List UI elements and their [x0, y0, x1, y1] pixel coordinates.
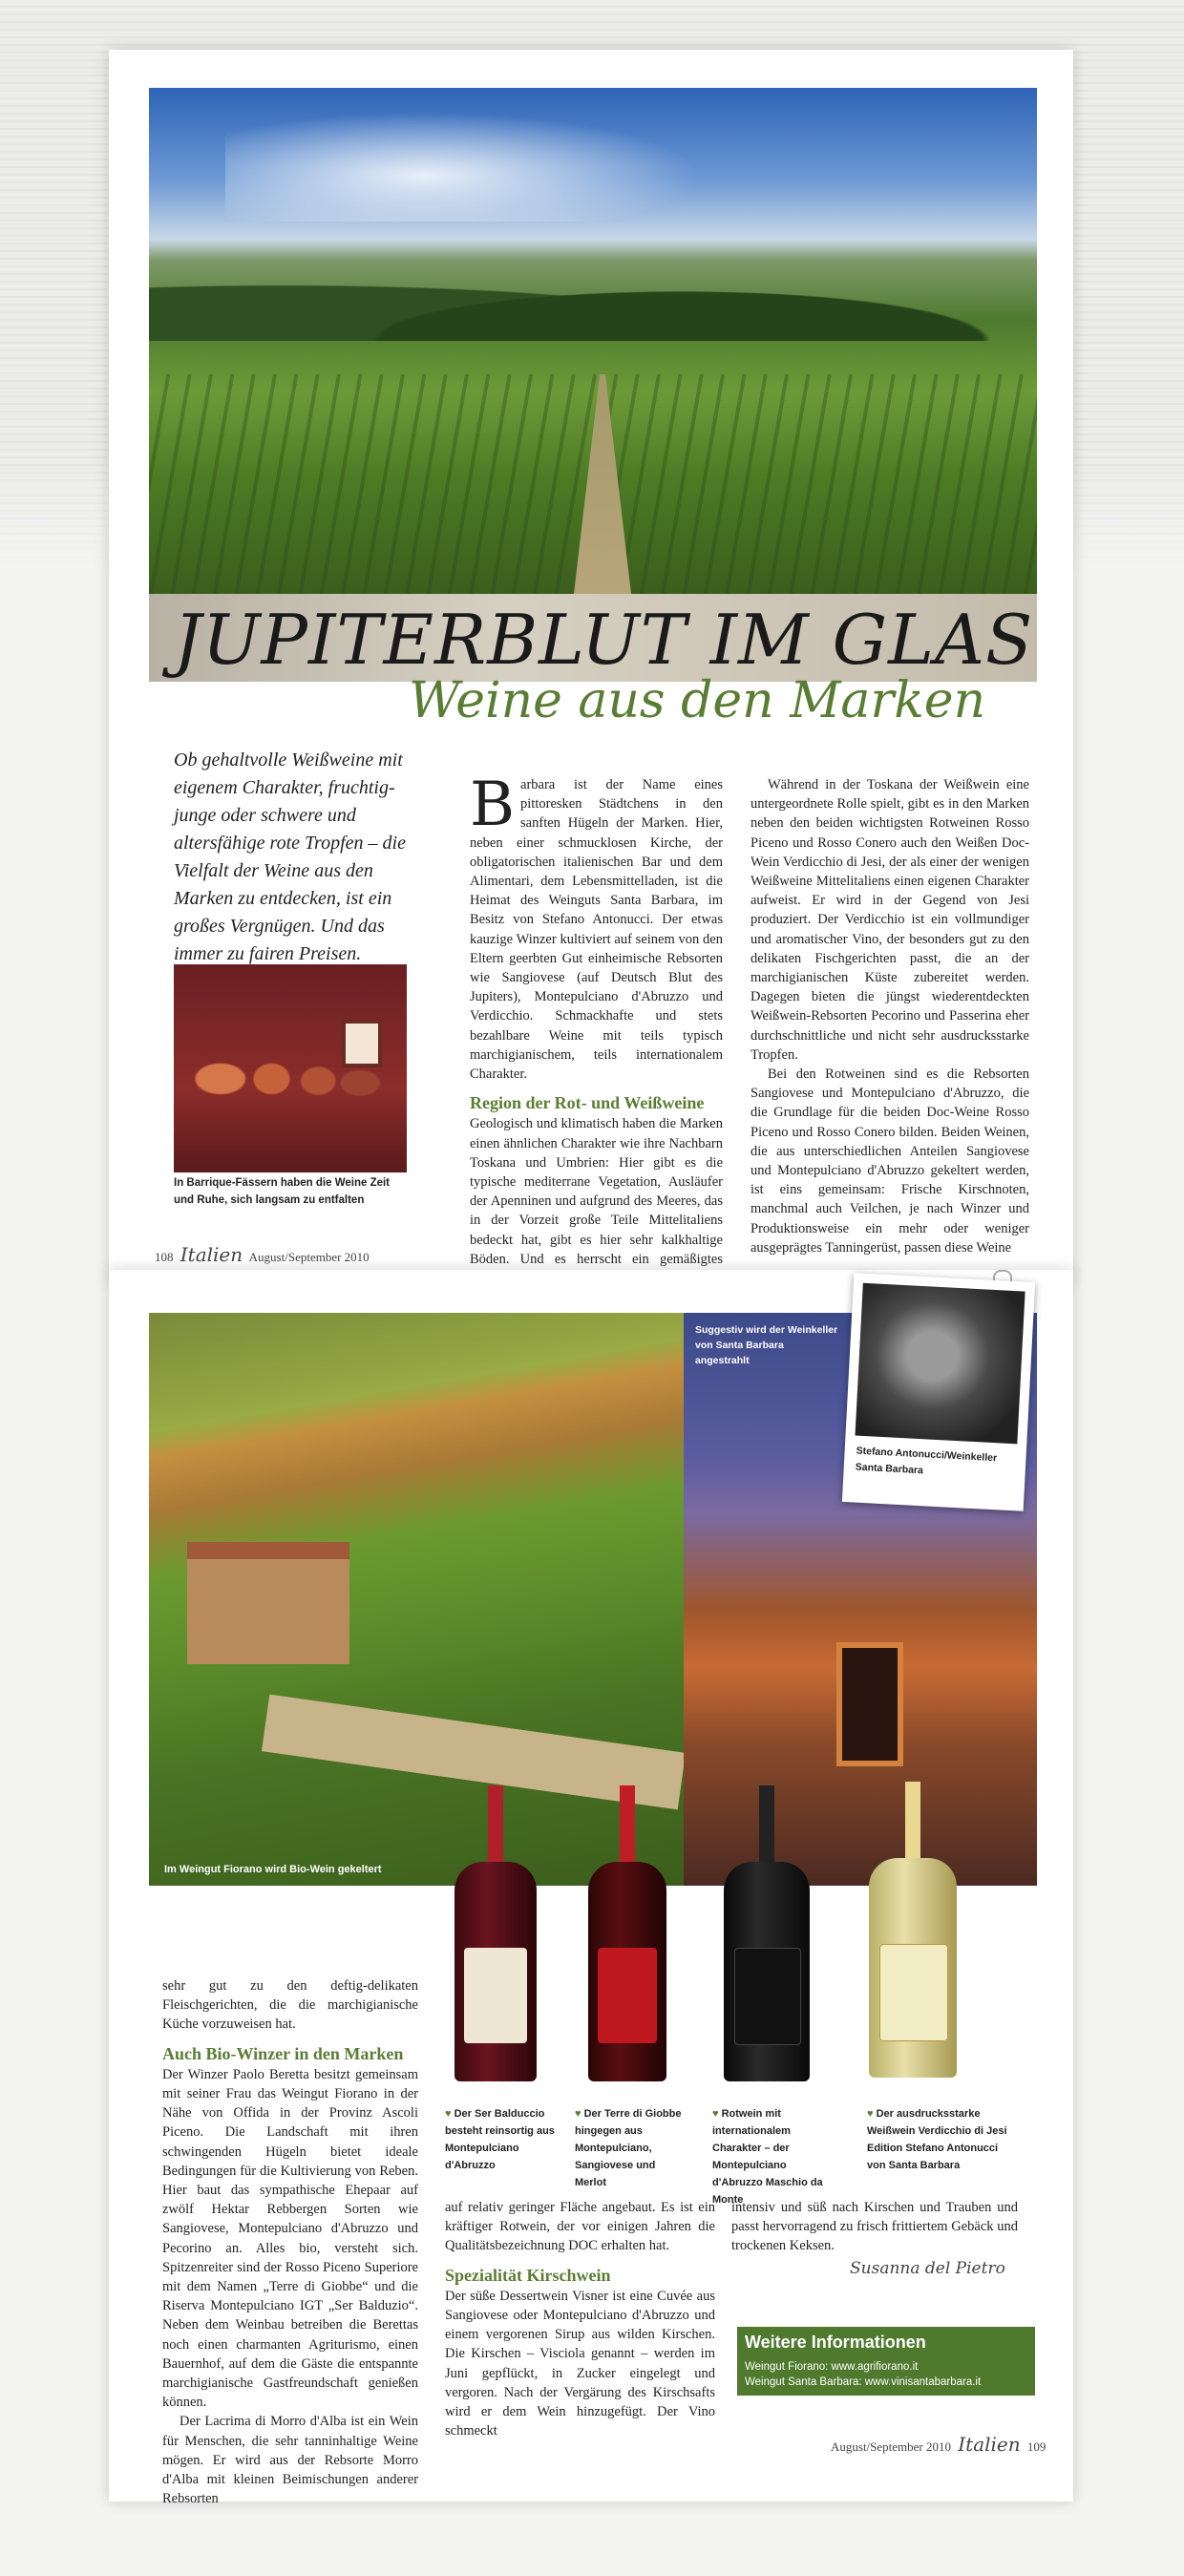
vineyard-photo-caption: Im Weingut Fiorano wird Bio-Wein gekeltert: [164, 1864, 382, 1875]
issue-date: August/September 2010: [248, 1250, 370, 1264]
text-column-p2-2: [445, 2198, 715, 2440]
magazine-brand: Italien: [958, 2433, 1021, 2456]
paragraph: Der süße Dessertwein Visner ist eine Cuvée aus Sangiovese oder Montepulciano d'Abruzzo und einem vergorenen Sirup aus wilden Kirschen. Die Kirschen – Visciola genannt – werden im Juni gepflückt, in Zucker eingelegt und vergoren. Nach der Vergärung des Kirschsafts wird er dem Wein hinzugefügt. Der Vino schmeckt: [445, 2288, 715, 2439]
section-heading: Auch Bio-Winzer in den Marken: [162, 2043, 404, 2063]
section-heading: Spezialität Kirschwein: [445, 2265, 611, 2285]
heart-icon: ♥: [445, 2108, 452, 2120]
bottle-label: [464, 1948, 526, 2043]
section-heading: Region der Rot- und Weißweine: [470, 1093, 705, 1113]
hills-shape: [149, 255, 1037, 341]
bottle-caption-text: Der Ser Balduccio besteht reinsortig aus Montepulciano d'Abruzzo: [445, 2108, 555, 2171]
wine-bottle-terre-di-giobbe: [588, 1785, 666, 2091]
paragraph: Der Lacrima di Morro d'Alba ist ein Wein für Menschen, die sehr tanninhaltige Weine mögen. Er wird aus der Rebsorte Morro d'Alba mit kleinen Beimischungen anderer Rebsorten: [162, 2414, 418, 2507]
bottle-caption: [867, 2105, 1010, 2174]
heart-icon: ♥: [867, 2108, 874, 2120]
cloud-shape: [225, 107, 722, 222]
folio-left: [155, 1243, 370, 1266]
bottle-caption: [445, 2105, 569, 2174]
bottle-caption-text: Der Terre di Giobbe hingegen aus Montepulciano, Sangiovese und Merlot: [575, 2108, 682, 2188]
winemaker-portrait: [842, 1273, 1035, 1511]
cellar-photo-caption: Suggestiv wird der Weinkeller von Santa Barbara angestrahlt: [695, 1324, 838, 1366]
vineyard-hero-photo: [149, 88, 1037, 594]
paragraph: Geologisch und klimatisch haben die Marken einen ähnlichen Charakter wie ihre Nachbarn Toskana und Umbrien: Hier gibt es die typische mediterrane Vegetation, Ausläufer der Apenninen und aufgrund des Meeres, das in der Vorzeit große Teile Mittelitaliens bedeckt hat, gibt es hier sehr kalkhaltige Böden. Und es herrscht ein gemäßigtes: [470, 1116, 723, 1267]
author-signature: Susanna del Pietro: [850, 2259, 1005, 2278]
page-number: 108: [155, 1250, 174, 1264]
article-subtitle: Weine aus den Marken: [409, 672, 986, 729]
paragraph: Bei den Rotweinen sind es die Rebsorten Sangiovese und Montepulciano d'Abruzzo, die die Grundlage für die beiden Doc-Weine Rosso Piceno und Rosso Conero bilden. Beiden Weinen, die aus unterschiedlichen Anteilen Sangiovese und Montepulciano d'Abruzzo gekeltert werden, ist eins gemeinsam: Frische Kirschnoten, manchmal auch Veilchen, je nach Winzer und Produktionsweise ein mehr oder weniger ausgeprägtes Tanningerüst, passen diese Weine: [751, 1066, 1029, 1256]
paragraph: sehr gut zu den deftig-delikaten Fleischgerichten, die die marchigianische Küche vorzuweisen hat.: [162, 1978, 418, 2033]
bottle-caption: [575, 2105, 689, 2191]
article-title: JUPITERBLUT IM GLAS: [174, 600, 1034, 680]
paragraph: auf relativ geringer Fläche angebaut. Es ist ein kräftiger Rotwein, der vor einigen Jahren die Qualitätsbezeichnung DOC erhalten hat.: [445, 2200, 715, 2254]
heart-icon: ♥: [712, 2108, 719, 2120]
paragraph: intensiv und süß nach Kirschen und Trauben und passt hervorragend zu frisch frittiertem Gebäck und trockenen Keksen.: [731, 2200, 1018, 2254]
bottle-label: [879, 1944, 948, 2041]
bottle-caption-text: Rotwein mit internationalem Charakter – der Montepulciano d'Abruzzo Maschio da Monte: [712, 2108, 823, 2206]
bottle-label: [598, 1948, 657, 2043]
cellar-window: [342, 1020, 382, 1067]
info-link-santa-barbara[interactable]: Weingut Santa Barbara: www.vinisantabarbara.it: [745, 2376, 982, 2388]
portrait-caption: Stefano Antonucci/Weinkeller Santa Barbara: [855, 1445, 998, 1477]
wine-bottle-verdicchio: [869, 1782, 957, 2091]
cellar-door: [836, 1642, 903, 1766]
paragraph-text: arbara ist der Name eines pittoresken Städtchens in den sanften Hügeln der Marken. Hier, neben einer schmucklosen Kirche, der obligatorischen italienischen Bar und dem Alimentari, dem Lebensmittelladen, ist die Heimat des Weinguts Santa Barbara, im Besitz von Stefano Antonucci. Der etwas kauzige Winzer kultiviert auf seinem von den Eltern geerbten Gut einheimische Rebsorten wie Sangiovese (auf Deutsch Blut des Jupiters), Montepulciano d'Abruzzo und Verdicchio. Schmackhafte und stets bezahlbare Weine mit teils typisch marchigianischem, teils internationalem Charakter.: [470, 777, 723, 1083]
info-link-fiorano[interactable]: Weingut Fiorano: www.agrifiorano.it: [745, 2361, 919, 2373]
farmhouse-shape: [187, 1542, 349, 1664]
text-column-2: [751, 775, 1029, 1257]
text-column-1: [470, 770, 723, 1307]
info-box: [737, 2327, 1035, 2396]
magazine-brand: Italien: [180, 1243, 243, 1266]
portrait-photo: [855, 1283, 1025, 1445]
text-column-p2-3: [731, 2198, 1018, 2256]
paragraph: Der Winzer Paolo Beretta besitzt gemeinsam mit seiner Frau das Weingut Fiorano in der Nähe von Offida in der Provinz Ascoli Piceno. Die Landschaft mit ihren schwingenden Hügeln bietet ideale Bedingungen für die Kultivierung von Reben. Hier baut das sympathische Ehepaar auf zwölf Hektar Rebbergen Sorten wie Sangiovese, Montepulciano d'Abruzzo und Pecorino an. Alles bio, versteht sich. Spitzenreiter sind der Rosso Piceno Superiore mit dem Namen „Terre di Giobbe“ und die Riserva Montepulciano IGT „Ser Balduzio“. Neben dem Weinbau betreiben die Berettas noch einen charmanten Agriturismo, einen Bauernhof, auf dem die Gäste die entspannte marchigianische Gastfreundschaft genießen können.: [162, 2066, 418, 2411]
page-number: 109: [1026, 2439, 1047, 2454]
info-heading: Weitere Informationen: [745, 2333, 926, 2352]
barrique-barrels-photo: [174, 964, 407, 1172]
wine-bottle-ser-balduccio: [455, 1785, 537, 2091]
barrel-photo-caption: In Barrique-Fässern haben die Weine Zeit und Ruhe, sich langsam zu entfalten: [174, 1177, 391, 1206]
text-column-p2-1: [162, 1976, 418, 2508]
paragraph: Während in der Toskana der Weißwein eine untergeordnete Rolle spielt, gibt es in den Marken neben den beiden wichtigsten Rotweinen Rosso Piceno und Rosso Conero auch den Weißen Doc-Wein Verdicchio di Jesi, der als einer der wenigen Weißweine Mittelitaliens einen eigenen Charakter aufweist. Er wird in der Gegend von Jesi produziert. Der Verdicchio ist ein vollmundiger und aromatischer Vino, der besonders gut zu den delikaten Fischgerichten passt, die an der marchigianischen Küste zubereitet werden. Dagegen bieten die jüngst wiederentdeckten Weißwein-Rebsorten Pecorino und Passerina eher durchschnittliche und nicht sehr ausdrucksstarke Tropfen.: [751, 777, 1029, 1063]
bottle-caption-text: Der ausdrucksstarke Weißwein Verdicchio di Jesi Edition Stefano Antonucci von Santa Barbara: [867, 2108, 1007, 2171]
opening-paragraph: [470, 770, 723, 1084]
bottle-label: [734, 1948, 801, 2045]
issue-date: August/September 2010: [831, 2439, 952, 2454]
wine-bottle-maschio-da-monte: [724, 1785, 810, 2091]
article-intro: Ob gehaltvolle Weißweine mit eigenem Charakter, fruchtig-junge oder schwere und altersfähige rote Tropfen – die Vielfalt der Weine aus den Marken zu entdecken, ist ein großes Vergnügen. Und das immer zu fairen Preisen.: [174, 750, 406, 964]
folio-right: [831, 2433, 1046, 2456]
drop-cap: B: [470, 770, 516, 840]
heart-icon: ♥: [575, 2108, 581, 2120]
bottle-caption: [712, 2105, 836, 2208]
